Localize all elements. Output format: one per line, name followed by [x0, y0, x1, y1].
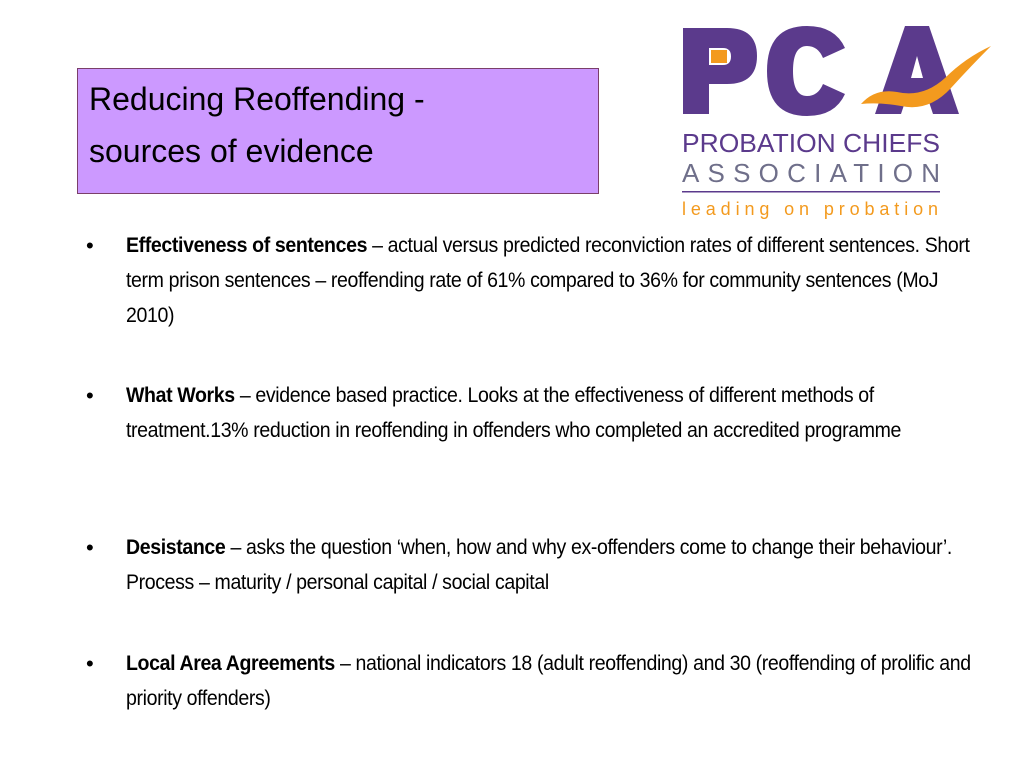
slide-title-line-2: sources of evidence — [89, 133, 374, 169]
bullet-marker: • — [86, 535, 94, 560]
bullet-body: – actual versus predicted reconviction rates of different sentences. Short term prison sentences – reoffending rate of 61% compared to 36% for community sentences (MoJ 2010) — [126, 234, 970, 327]
logo-text-association: ASSOCIATION — [682, 158, 940, 188]
bullet-text — [126, 378, 986, 448]
logo-letter-p — [683, 28, 757, 114]
bullet-body: – asks the question ‘when, how and why ex-offenders come to change their behaviour’. Process – maturity / personal capital / social capital — [126, 536, 952, 594]
logo-text-probation-chiefs: PROBATION CHIEFS — [682, 128, 940, 158]
logo-divider — [682, 191, 940, 193]
bullet-marker: • — [86, 383, 94, 408]
logo-orange-square — [711, 50, 727, 63]
logo-letter-c — [767, 26, 845, 116]
pca-logo — [675, 18, 995, 223]
bullet-body: – national indicators 18 (adult reoffending) and 30 (reoffending of prolific and priority offenders) — [126, 652, 971, 710]
bullet-marker: • — [86, 651, 94, 676]
bullet-heading: Local Area Agreements — [126, 652, 335, 675]
slide-title-line-1: Reducing Reoffending - — [89, 81, 425, 117]
title-box — [77, 68, 599, 194]
bullet-body: – evidence based practice. Looks at the effectiveness of different methods of treatment.13% reduction in reoffending in offenders who completed an accredited programme — [126, 384, 901, 442]
bullet-marker: • — [86, 233, 94, 258]
bullet-text — [126, 530, 986, 600]
bullet-heading: What Works — [126, 384, 235, 407]
bullet-heading: Desistance — [126, 536, 226, 559]
bullet-heading: Effectiveness of sentences — [126, 234, 368, 257]
logo-tagline: leading on probation — [682, 199, 938, 219]
bullet-text — [126, 646, 986, 716]
bullet-text — [126, 228, 986, 333]
